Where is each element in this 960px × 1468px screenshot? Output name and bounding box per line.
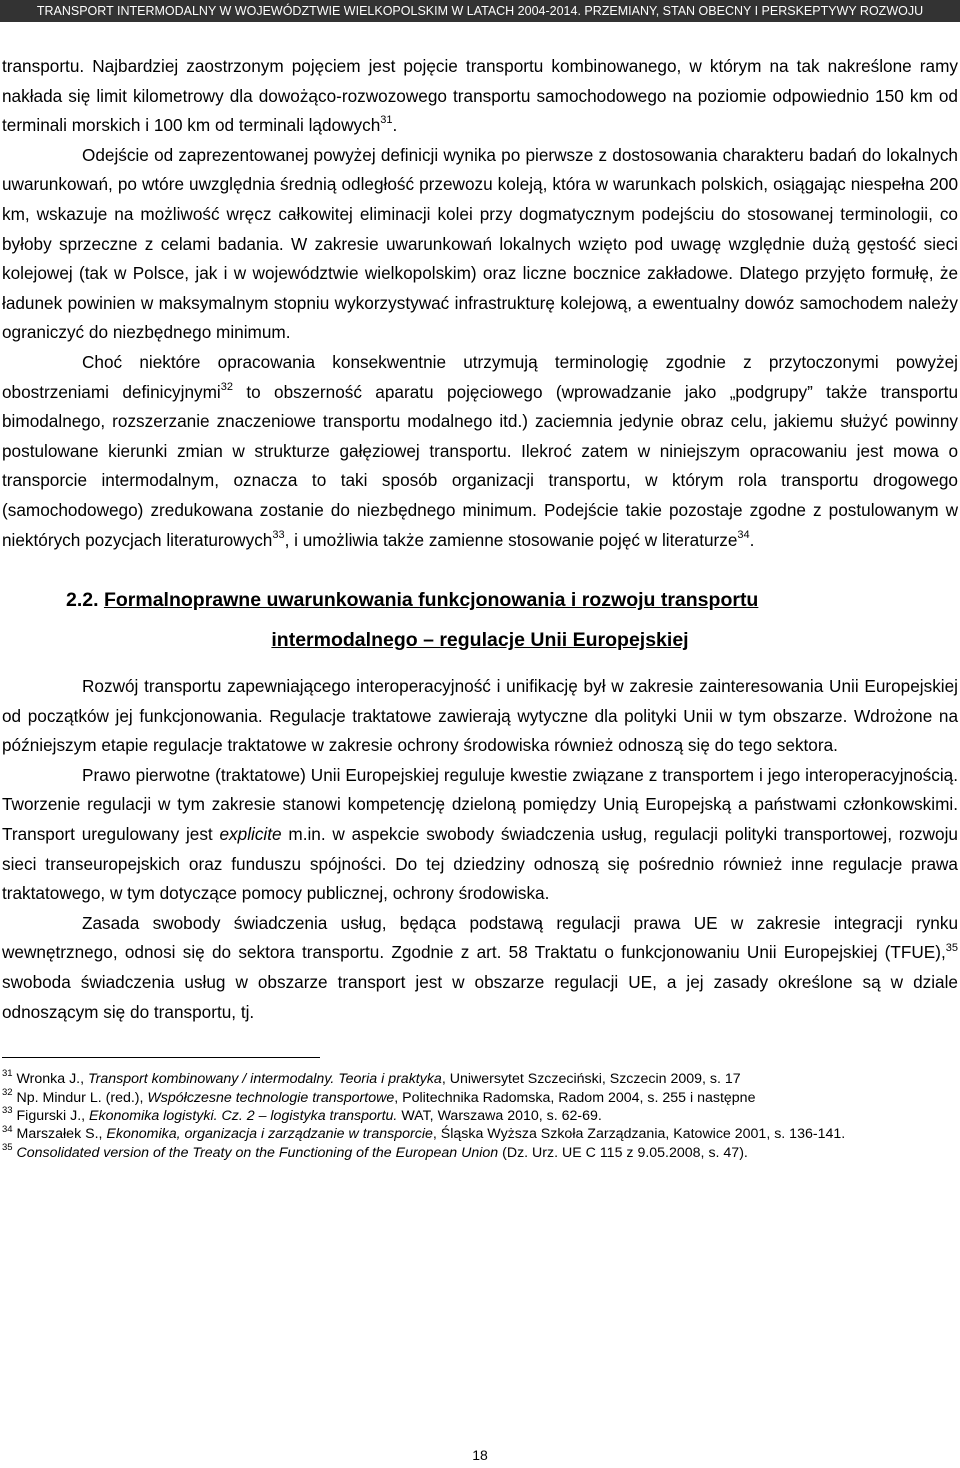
footnote: $^{32}$ Np. Mindur L. (red.), Współczesne technologie transportowe, Politechnika Radomska, Radom 2004, s. 255 i następne <box>2 1086 756 1106</box>
section-heading <box>2 580 958 660</box>
footnote-ref-35[interactable]: 35 <box>945 941 958 954</box>
running-title: TRANSPORT INTERMODALNY W WOJEWÓDZTWIE WIELKOPOLSKIM W LATACH 2004-2014. PRZEMIANY, STAN OBECNY I PERSKEPTYWY ROZWOJU <box>36 4 924 18</box>
footnotes <box>2 1070 958 1162</box>
section-number: 2.2. <box>66 589 99 612</box>
section-title-line1: Formalnoprawne uwarunkowania funkcjonowania i rozwoju transportu <box>103 589 759 612</box>
footnote: $^{33}$ Figurski J., Ekonomika logistyki. Cz. 2 – logistyka transportu. WAT, Warszawa 2010, s. 62-69. <box>2 1105 602 1125</box>
paragraph-freedom-services: Zasada swobody świadczenia usług, będąca podstawą regulacji prawa UE w zakresie integracji rynku wewnętrznego, odnosi się do sektora transportu. Zgodnie z art. 58 Traktatu o funkcjonowaniu Unii Europejskiej (TFUE),$^{35}$ swoboda świadczenia usług w obszarze transport jest w obszarze regulacji UE, a jej zasady określone są w dziale odnoszącym się do transportu, tj. <box>2 912 958 1022</box>
paragraph-definition: Odejście od zaprezentowanej powyżej definicji wynika po pierwsze z dostosowania charakteru badań do lokalnych uwarunkowań, po wtóre uwzględnia średnią odległość przewozu koleją, która w warunkach polskich, osiągając niespełna 200 km, wskazuje na możliwość wręcz całkowitej eliminacji kolei przy dogmatycznym podejściu do stosowanej terminologii, co byłoby sprzeczne z celami badania. W zakresie uwarunkowań lokalnych wzięto pod uwagę względnie dużą gęstość sieci kolejowej (tak w Polsce, jak i w województwie wielkopolskim) oraz liczne bocznice zakładowe. Dlatego przyjęto formułę, że ładunek powinien w maksymalnym stopniu wykorzystywać infrastrukturę kolejową, a ewentualny dowóz samochodem należy ograniczyć do niezbędnego minimum. <box>2 144 958 343</box>
footnote: $^{35}$ Consolidated version of the Treaty on the Functioning of the European Union (Dz. Urz. UE C 115 z 9.05.2008, s. 47). <box>2 1142 748 1161</box>
section-title-line2: intermodalnego – regulacje Unii Europejskiej <box>271 629 689 652</box>
paragraph-terminology: Choć niektóre opracowania konsekwentnie utrzymują terminologię zgodnie z przytoczonymi powyżej obostrzeniami definicyjnymi$^{32}$ to obszerność aparatu pojęciowego (wprowadzanie jako „podgrupy” także transportu bimodalnego, rozszerzanie znaczeniowe transportu modalnego itd.) zaciemnia jedynie obraz celu, jakiemu służyć powinny postulowane kierunki zmian w strukturze gałęziowej transportu. Ilekroć zatem w niniejszym opracowaniu jest mowa o transporcie intermodalnym, oznacza to taki sposób organizacji transportu, w którym rola transportu drogowego (samochodowego) zredukowana zostanie do niezbędnego minimum. Podejście takie pozostaje zgodne z postulowanym w niektórych pozycjach literaturowych$^{33}$, i umożliwia także zamienne stosowanie pojęć w literaturze$^{34}$. <box>2 351 959 550</box>
page-body <box>2 52 958 1162</box>
italic-term: explicite <box>219 824 282 845</box>
footnote: $^{31}$ Wronka J., Transport kombinowany / intermodalny. Teoria i praktyka, Uniwersytet Szczeciński, Szczecin 2009, s. 17 <box>2 1068 741 1088</box>
footnote-separator <box>2 1057 320 1058</box>
page-number: 18 <box>472 1447 488 1463</box>
running-header <box>0 0 960 22</box>
footnote-ref-32[interactable]: 32 <box>220 380 233 393</box>
paragraph-continuation: transportu. Najbardziej zaostrzonym pojęciem jest pojęcie transportu kombinowanego, w którym na tak nakreślone ramy nakłada się limit kilometrowy dla dowożąco-rozwozowego transportu samochodowego na poziomie odpowiednio 150 km od terminali morskich i 100 km od terminali lądowych$^{31}$. <box>2 56 958 136</box>
footnote: $^{34}$ Marszałek S., Ekonomika, organizacja i zarządzanie w transporcie, Śląska Wyższa Szkoła Zarządzania, Katowice 2001, s. 136-141. <box>2 1123 846 1143</box>
paragraph-eu-intro: Rozwój transportu zapewniającego interoperacyjność i unifikację był w zakresie zainteresowania Unii Europejskiej od początków jej funkcjonowania. Regulacje traktatowe zawierają wytyczne dla polityki Unii w tym obszarze. Wdrożone na późniejszym etapie regulacje traktatowe w zakresie ochrony środowiska również odnoszą się do tego sektora. <box>2 676 958 756</box>
footnote-ref-33[interactable]: 33 <box>272 528 285 541</box>
footnote-ref-34[interactable]: 34 <box>737 528 750 541</box>
paragraph-primary-law: Prawo pierwotne (traktatowe) Unii Europejskiej reguluje kwestie związane z transportem i jego interoperacyjnością. Tworzenie regulacji w tym zakresie stanowi kompetencję dzieloną pomiędzy Unią Europejską a państwami członkowskimi. Transport uregulowany jest explicite m.in. w aspekcie swobody świadczenia usług, regulacji polityki transportowej, rozwoju sieci transeuropejskich oraz funduszu spójności. Do tej dziedziny odnoszą się pośrednio również inne regulacje prawa traktatowego, w tym dotyczące pomocy publicznej, ochrony środowiska. <box>2 764 958 904</box>
footnote-ref-31[interactable]: 31 <box>380 114 393 127</box>
